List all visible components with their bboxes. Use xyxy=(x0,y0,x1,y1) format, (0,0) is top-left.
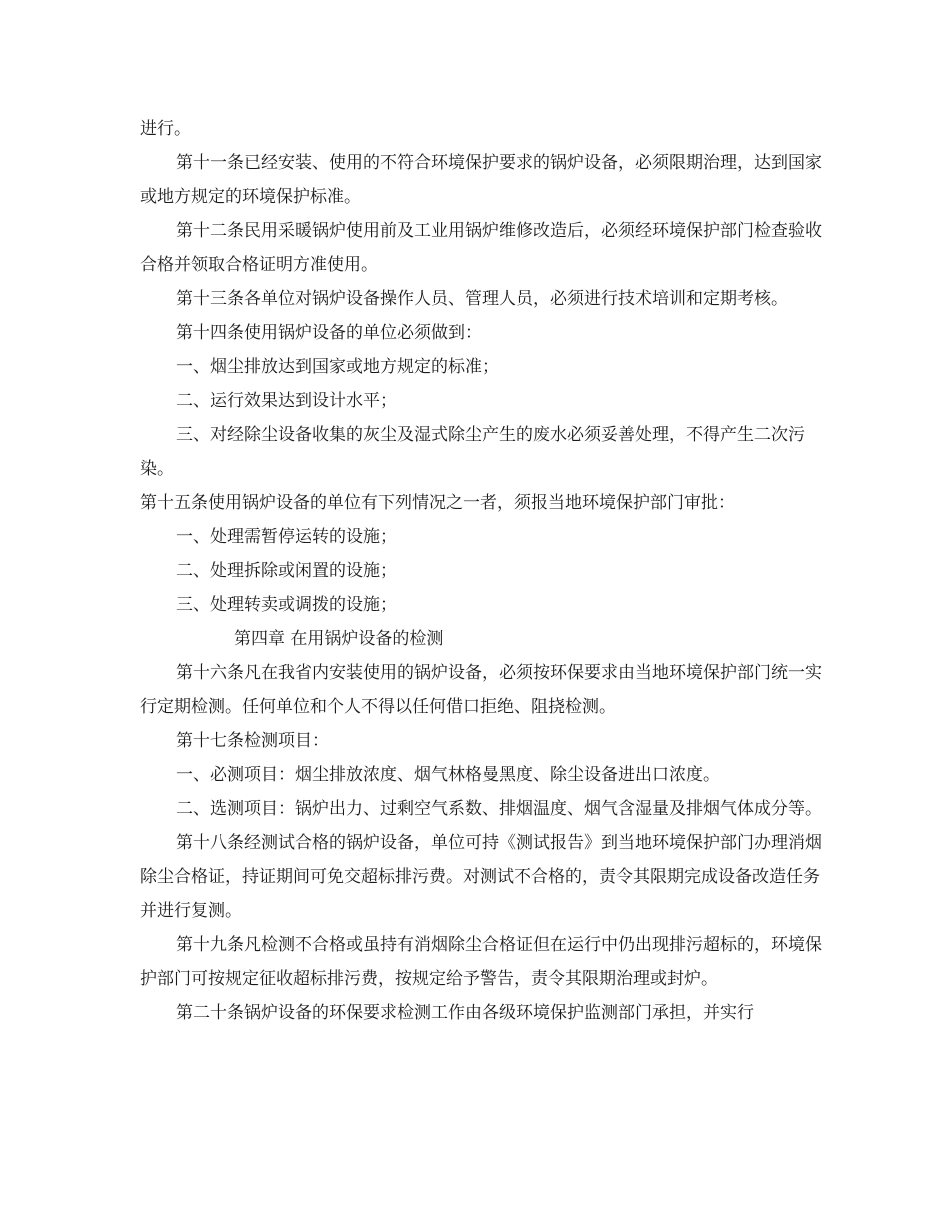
article-20: 第二十条锅炉设备的环保要求检测工作由各级环境保护监测部门承担，并实行 xyxy=(176,1003,754,1023)
article-14: 第十四条使用锅炉设备的单位必须做到： xyxy=(176,323,482,343)
article-19: 第十九条凡检测不合格或虽持有消烟除尘合格证但在运行中仍出现排污超标的，环境保护部门可按规定征收超标排污费，按规定给予警告，责令其限期治理或封炉。 xyxy=(140,935,822,989)
article-12: 第十二条民用采暖锅炉使用前及工业用锅炉维修改造后，必须经环境保护部门检查验收合格并领取合格证明方准使用。 xyxy=(140,221,822,275)
article-14-item-3: 三、对经除尘设备收集的灰尘及湿式除尘产生的废水必须妥善处理，不得产生二次污染。 xyxy=(140,425,805,479)
article-14-item-2: 二、运行效果达到设计水平； xyxy=(176,391,397,411)
article-13: 第十三条各单位对锅炉设备操作人员、管理人员，必须进行技术培训和定期考核。 xyxy=(176,289,788,309)
article-15-item-2: 二、处理拆除或闲置的设施； xyxy=(176,561,397,581)
article-17-item-2: 二、选测项目：锅炉出力、过剩空气系数、排烟温度、烟气含湿量及排烟气体成分等。 xyxy=(176,799,822,819)
article-15-item-1: 一、处理需暂停运转的设施； xyxy=(176,527,397,547)
article-17-item-1: 一、必测项目：烟尘排放浓度、烟气林格曼黑度、除尘设备进出口浓度。 xyxy=(176,765,720,785)
article-11: 第十一条已经安装、使用的不符合环境保护要求的锅炉设备，必须限期治理，达到国家或地方规定的环境保护标准。 xyxy=(140,153,822,207)
article-18: 第十八条经测试合格的锅炉设备，单位可持《测试报告》到当地环境保护部门办理消烟除尘合格证，持证期间可免交超标排污费。对测试不合格的，责令其限期完成设备改造任务并进行复测。 xyxy=(140,833,822,921)
article-15-item-3: 三、处理转卖或调拨的设施； xyxy=(176,595,397,615)
paragraph-continuation: 进行。 xyxy=(140,119,191,139)
chapter-4-heading: 第四章 在用锅炉设备的检测 xyxy=(234,629,444,649)
article-15: 第十五条使用锅炉设备的单位有下列情况之一者，须报当地环境保护部门审批： xyxy=(140,493,735,513)
article-14-item-1: 一、烟尘排放达到国家或地方规定的标准； xyxy=(176,357,499,377)
article-16: 第十六条凡在我省内安装使用的锅炉设备，必须按环保要求由当地环境保护部门统一实行定期检测。任何单位和个人不得以任何借口拒绝、阻挠检测。 xyxy=(140,663,822,717)
article-17: 第十七条检测项目： xyxy=(176,731,329,751)
document-body xyxy=(140,112,830,1030)
